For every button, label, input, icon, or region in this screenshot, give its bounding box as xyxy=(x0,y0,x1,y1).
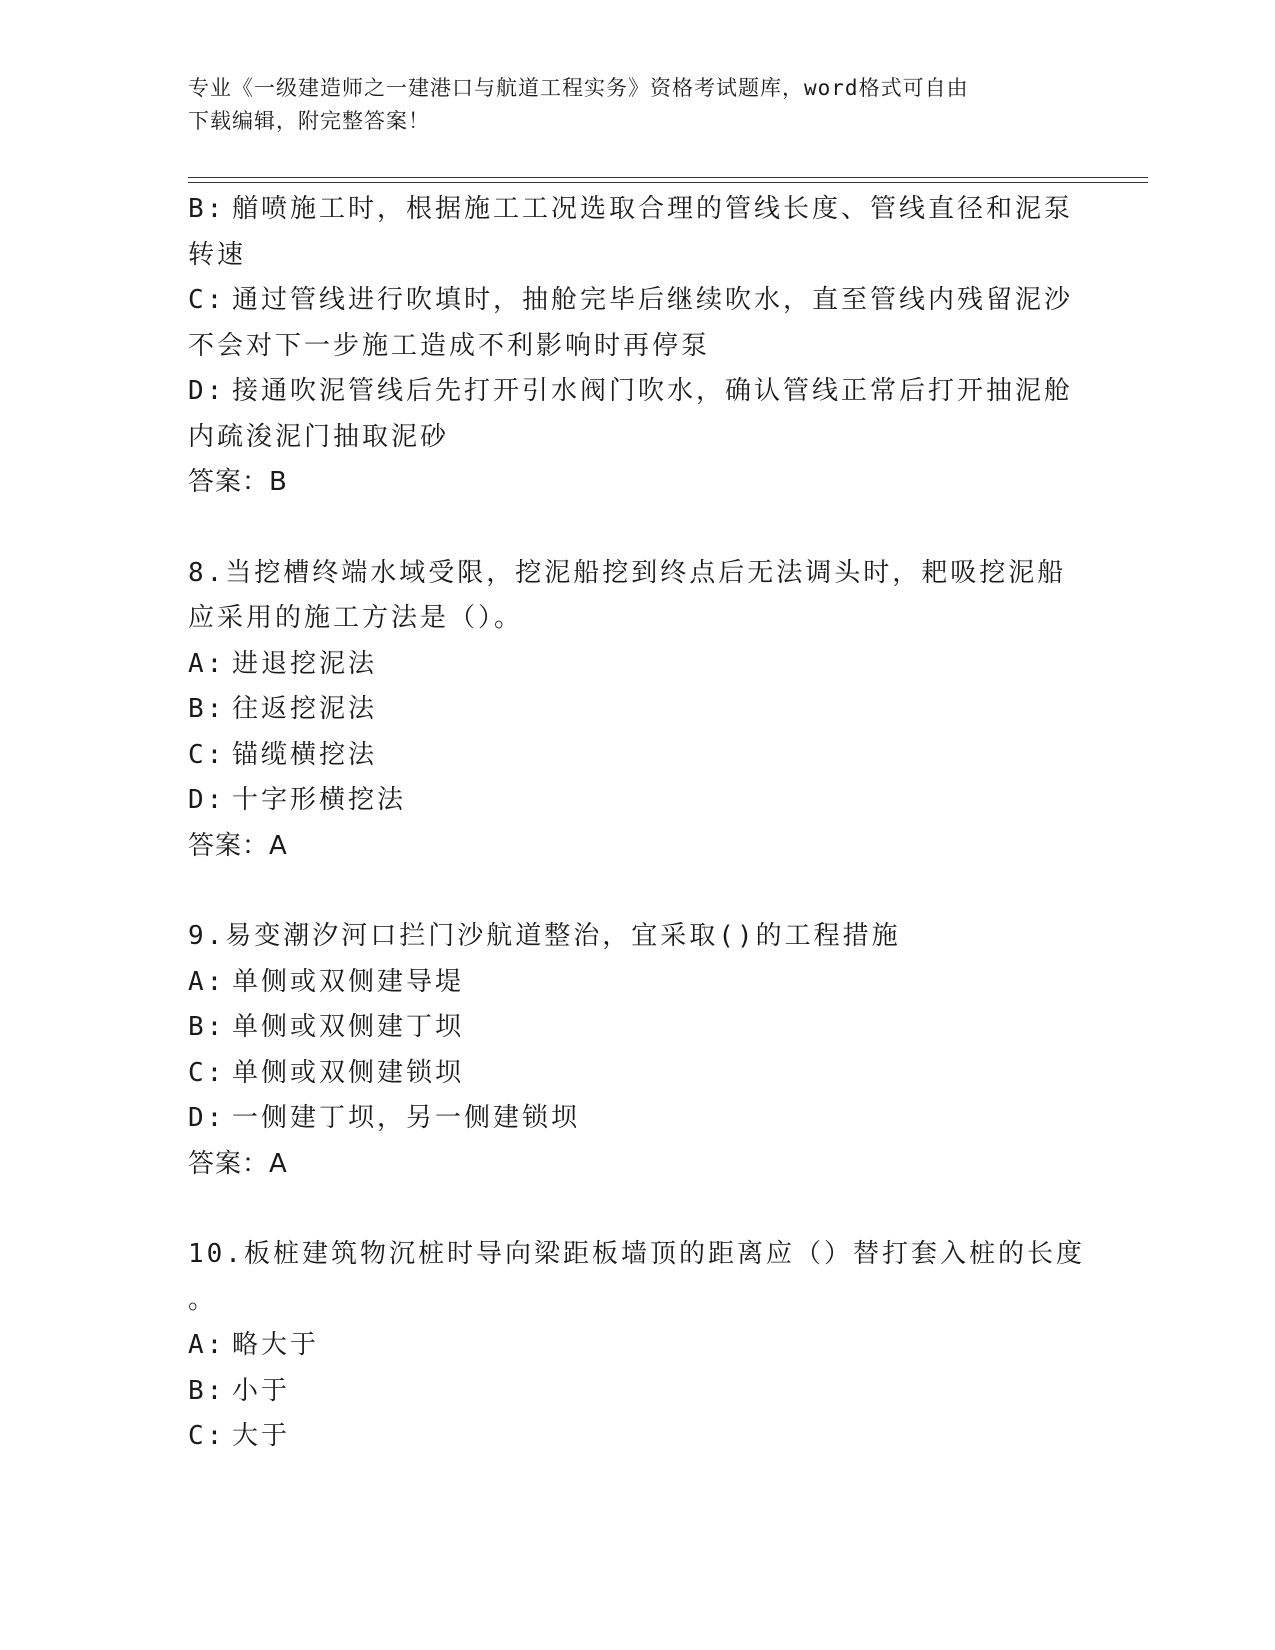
option-label: A: xyxy=(188,966,226,997)
question-9 xyxy=(188,914,1088,1187)
option-label: C: xyxy=(188,739,226,770)
header-line: 下载编辑，附完整答案！ xyxy=(188,109,430,133)
option-b xyxy=(188,1005,1088,1051)
option-text: 单侧或双侧建导堤 xyxy=(232,966,465,997)
header-line: 专业《一级建造师之一建港口与航道工程实务》资格考试题库，word格式可自由 xyxy=(188,76,969,100)
question-7-tail xyxy=(188,187,1088,506)
option-text: 通过管线进行吹填时，抽舱完毕后继续吹水，直至管线内残留泥沙 xyxy=(232,285,1074,315)
option-text: 单侧或双侧建丁坝 xyxy=(232,1012,465,1042)
question-stem: 10.板桩建筑物沉桩时导向梁距板墙顶的距离应（）替打套入桩的长度 xyxy=(188,1239,1085,1269)
option-text: 小于 xyxy=(232,1375,291,1406)
option-text-continued: 不会对下一步施工造成不利影响时再停泵 xyxy=(188,330,711,361)
option-text: 往返挖泥法 xyxy=(232,694,378,724)
option-a xyxy=(188,1323,1088,1369)
answer: 答案：A xyxy=(188,830,288,861)
question-8 xyxy=(188,551,1088,870)
option-text-continued: 转速 xyxy=(188,239,247,270)
question-stem: 8.当挖槽终端水域受限，挖泥船挖到终点后无法调头时，耙吸挖泥船 xyxy=(188,557,1067,588)
option-c xyxy=(188,278,1088,324)
answer: 答案：B xyxy=(188,467,288,497)
option-text: 单侧或双侧建锁坝 xyxy=(232,1057,465,1088)
option-label: A: xyxy=(188,1330,226,1360)
document-header xyxy=(188,72,1068,138)
option-b xyxy=(188,1369,1088,1415)
option-label: C: xyxy=(188,1421,226,1451)
option-label: D: xyxy=(188,1103,226,1133)
option-a xyxy=(188,960,1088,1006)
option-label: B: xyxy=(188,1375,226,1406)
header-divider xyxy=(188,182,1148,183)
question-stem: 。 xyxy=(188,1284,218,1315)
option-a xyxy=(188,642,1088,688)
option-label: C: xyxy=(188,1057,226,1088)
option-text: 艏喷施工时，根据施工工况选取合理的管线长度、管线直径和泥泵 xyxy=(232,194,1074,224)
question-10 xyxy=(188,1232,1088,1460)
option-text: 十字形横挖法 xyxy=(232,785,407,815)
header-divider xyxy=(188,177,1148,178)
option-label: B: xyxy=(188,1012,226,1042)
option-label: A: xyxy=(188,648,226,679)
option-text: 略大于 xyxy=(232,1330,320,1360)
option-label: D: xyxy=(188,376,226,406)
option-c xyxy=(188,1414,1088,1460)
option-c xyxy=(188,733,1088,779)
option-label: B: xyxy=(188,194,226,224)
question-stem: 9.易变潮汐河口拦门沙航道整治，宜采取()的工程措施 xyxy=(188,921,901,951)
option-b xyxy=(188,187,1088,233)
option-label: C: xyxy=(188,285,226,315)
option-label: B: xyxy=(188,694,226,724)
option-d xyxy=(188,778,1088,824)
option-b xyxy=(188,687,1088,733)
option-d xyxy=(188,1096,1088,1142)
option-label: D: xyxy=(188,785,226,815)
option-text: 大于 xyxy=(232,1421,291,1451)
option-text-continued: 内疏浚泥门抽取泥砂 xyxy=(188,421,450,452)
question-stem: 应采用的施工方法是（）。 xyxy=(188,603,524,633)
option-text: 一侧建丁坝，另一侧建锁坝 xyxy=(232,1103,581,1133)
question-content xyxy=(188,187,1088,1460)
option-text: 接通吹泥管线后先打开引水阀门吹水，确认管线正常后打开抽泥舱 xyxy=(232,376,1074,406)
option-text: 锚缆横挖法 xyxy=(232,739,378,770)
option-d xyxy=(188,369,1088,415)
option-c xyxy=(188,1051,1088,1097)
answer: 答案：A xyxy=(188,1148,288,1179)
option-text: 进退挖泥法 xyxy=(232,648,378,679)
